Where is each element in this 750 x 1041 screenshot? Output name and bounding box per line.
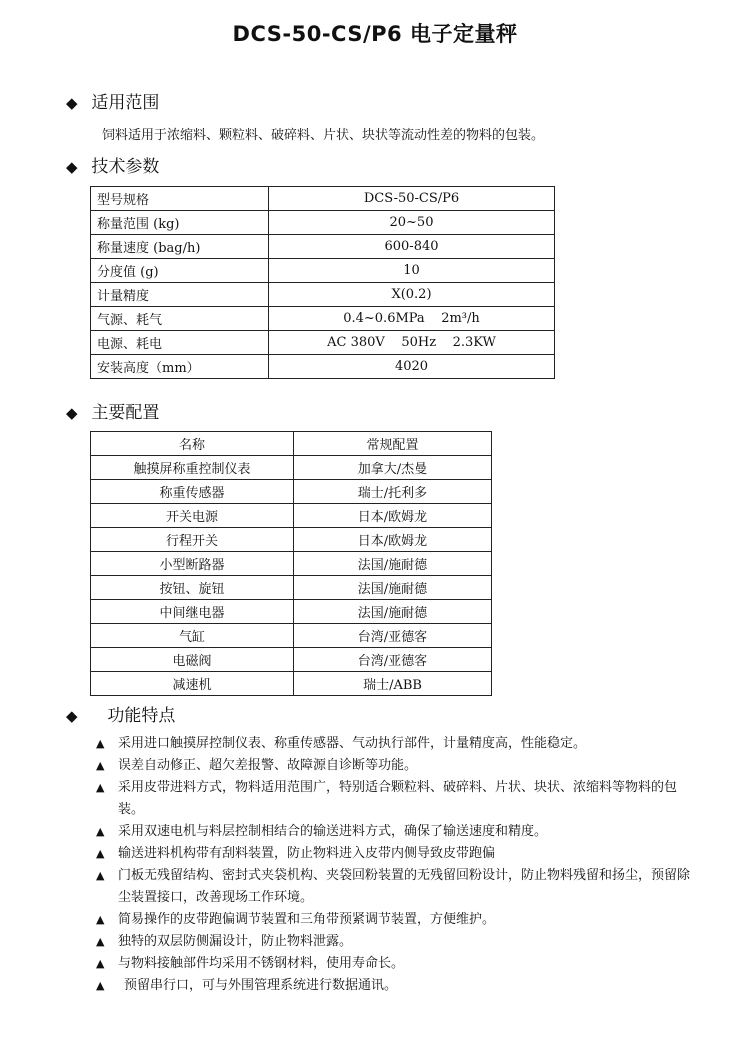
section-config-heading [66, 398, 159, 423]
table-row [91, 355, 555, 379]
spec-label: 计量精度 [91, 283, 269, 307]
spec-label: 安装高度（mm） [91, 355, 269, 379]
feature-text: 独特的双层防侧漏设计，防止物料泄露。 [118, 934, 353, 949]
triangle-bullet-icon: ▲ [96, 825, 105, 838]
spec-value: AC 380V 50Hz 2.3KW [269, 331, 555, 355]
config-brand: 台湾/亚德客 [294, 624, 492, 648]
triangle-bullet-icon: ▲ [96, 935, 105, 948]
diamond-bullet-icon: ◆ [66, 94, 78, 112]
config-table [90, 431, 492, 696]
spec-label: 称量范围 (kg) [91, 211, 269, 235]
diamond-bullet-icon: ◆ [66, 707, 78, 725]
table-row [91, 456, 492, 480]
config-brand: 法国/施耐德 [294, 576, 492, 600]
list-item [96, 733, 696, 755]
list-item [96, 843, 696, 865]
spec-value: X(0.2) [269, 283, 555, 307]
spec-label: 分度值 (g) [91, 259, 269, 283]
spec-value: 4020 [269, 355, 555, 379]
config-name: 中间继电器 [91, 600, 294, 624]
table-row [91, 259, 555, 283]
config-brand: 台湾/亚德客 [294, 648, 492, 672]
section-tech-title: 技术参数 [91, 157, 160, 177]
table-row [91, 307, 555, 331]
table-row [91, 283, 555, 307]
list-item [96, 953, 696, 975]
page-title: DCS-50-CS/P6 电子定量秤 [232, 22, 518, 46]
table-row [91, 211, 555, 235]
feature-text: 采用进口触摸屏控制仪表、称重传感器、气动执行部件，计量精度高，性能稳定。 [118, 736, 587, 751]
config-name: 按钮、旋钮 [91, 576, 294, 600]
header-name: 名称 [91, 432, 294, 456]
spec-label: 气源、耗气 [91, 307, 269, 331]
table-row [91, 480, 492, 504]
table-header-row [91, 432, 492, 456]
config-name: 行程开关 [91, 528, 294, 552]
list-item [96, 755, 696, 777]
config-name: 减速机 [91, 672, 294, 696]
spec-value: 0.4~0.6MPa 2m³/h [269, 307, 555, 331]
list-item [96, 821, 696, 843]
triangle-bullet-icon: ▲ [96, 847, 105, 860]
list-item [96, 909, 696, 931]
section-scope-heading [66, 88, 159, 113]
table-row [91, 672, 492, 696]
feature-text: 简易操作的皮带跑偏调节装置和三角带预紧调节装置，方便维护。 [118, 912, 496, 927]
spec-label: 型号规格 [91, 187, 269, 211]
config-name: 气缸 [91, 624, 294, 648]
config-brand: 加拿大/杰曼 [294, 456, 492, 480]
config-name: 小型断路器 [91, 552, 294, 576]
triangle-bullet-icon: ▲ [96, 957, 105, 970]
spec-value: DCS-50-CS/P6 [269, 187, 555, 211]
spec-value: 10 [269, 259, 555, 283]
section-features-title: 功能特点 [107, 706, 176, 726]
table-row [91, 600, 492, 624]
section-features-heading [66, 701, 175, 726]
config-brand: 日本/欧姆龙 [294, 504, 492, 528]
table-row [91, 528, 492, 552]
triangle-bullet-icon: ▲ [96, 737, 105, 750]
table-row [91, 552, 492, 576]
spec-label: 称量速度 (bag/h) [91, 235, 269, 259]
config-brand: 瑞士/ABB [294, 672, 492, 696]
config-brand: 法国/施耐德 [294, 600, 492, 624]
table-row [91, 648, 492, 672]
section-tech-heading [66, 152, 159, 177]
config-brand: 日本/欧姆龙 [294, 528, 492, 552]
diamond-bullet-icon: ◆ [66, 404, 78, 422]
config-brand: 瑞士/托利多 [294, 480, 492, 504]
triangle-bullet-icon: ▲ [96, 781, 105, 794]
config-brand: 法国/施耐德 [294, 552, 492, 576]
table-row [91, 235, 555, 259]
triangle-bullet-icon: ▲ [96, 869, 105, 882]
spec-table [90, 186, 555, 379]
feature-text: 误差自动修正、超欠差报警、故障源自诊断等功能。 [118, 758, 418, 773]
list-item [96, 777, 696, 821]
table-row [91, 504, 492, 528]
triangle-bullet-icon: ▲ [96, 759, 105, 772]
scope-text: 饲料适用于浓缩料、颗粒料、破碎料、片状、块状等流动性差的物料的包装。 [102, 128, 545, 143]
table-row [91, 331, 555, 355]
feature-text: 采用皮带进料方式，物料适用范围广，特别适合颗粒料、破碎料、片状、块状、浓缩料等物料的包装。 [118, 780, 678, 817]
config-name: 称重传感器 [91, 480, 294, 504]
spec-label: 电源、耗电 [91, 331, 269, 355]
feature-text: 门板无残留结构、密封式夹袋机构、夹袋回粉装置的无残留回粉设计，防止物料残留和扬尘，预留除尘装置接口，改善现场工作环境。 [118, 868, 691, 905]
triangle-bullet-icon: ▲ [96, 913, 105, 926]
features-list [96, 733, 696, 997]
table-row [91, 576, 492, 600]
spec-value: 20~50 [269, 211, 555, 235]
diamond-bullet-icon: ◆ [66, 158, 78, 176]
config-name: 电磁阀 [91, 648, 294, 672]
header-brand: 常规配置 [294, 432, 492, 456]
feature-text: 预留串行口，可与外围管理系统进行数据通讯。 [124, 978, 398, 993]
feature-text: 采用双速电机与料层控制相结合的输送进料方式，确保了输送速度和精度。 [118, 824, 548, 839]
spec-value: 600-840 [269, 235, 555, 259]
config-name: 开关电源 [91, 504, 294, 528]
table-row [91, 187, 555, 211]
config-name: 触摸屏称重控制仪表 [91, 456, 294, 480]
list-item [96, 865, 696, 909]
section-config-title: 主要配置 [91, 403, 160, 423]
section-scope-title: 适用范围 [91, 93, 160, 113]
list-item [96, 975, 696, 997]
triangle-bullet-icon: ▲ [96, 979, 105, 992]
feature-text: 与物料接触部件均采用不锈钢材料，使用寿命长。 [118, 956, 405, 971]
feature-text: 输送进料机构带有刮料装置，防止物料进入皮带内侧导致皮带跑偏 [118, 846, 496, 861]
table-row [91, 624, 492, 648]
list-item [96, 931, 696, 953]
